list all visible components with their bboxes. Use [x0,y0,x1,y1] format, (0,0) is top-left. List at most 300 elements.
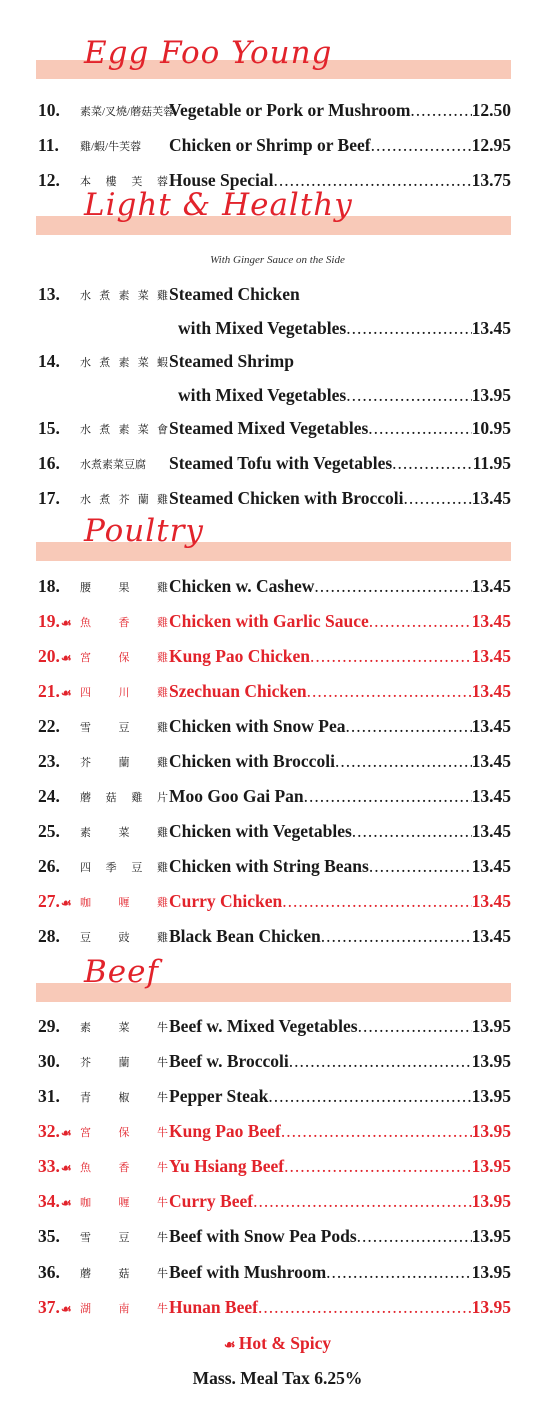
item-price: 13.45 [471,576,511,596]
chinese-char: 香 [118,1162,130,1174]
dot-leader [345,716,471,737]
item-name: Hunan Beef [169,1297,258,1317]
chinese-char: 素 [118,424,130,436]
item-number-text: 29. [38,1016,60,1036]
item-number-text: 12. [38,170,60,190]
item-line [169,1226,511,1247]
chinese-char: 牛 [157,1268,168,1280]
chinese-name [80,684,168,700]
chinese-char: 芥 [80,1057,91,1069]
item-price: 13.45 [471,786,511,806]
item-number-text: 18. [38,576,60,596]
chinese-name [80,1194,168,1210]
item-number [38,576,78,597]
item-number-text: 21. [38,681,60,701]
chinese-char: 豆 [118,1232,130,1244]
chinese-char: 水 [80,357,91,369]
dot-leader [281,1121,472,1142]
chinese-char: 豆 [80,932,91,944]
chinese-char: 芙 [131,176,143,188]
section-heading [36,35,511,82]
item-number [38,716,78,737]
item-price: 13.95 [471,1191,511,1211]
section-title: Poultry [84,513,204,549]
item-line [169,891,511,912]
chinese-char: 片 [156,792,168,804]
menu-item [0,1016,555,1040]
chinese-name [80,1124,168,1140]
item-price: 13.45 [471,821,511,841]
item-number [38,646,78,667]
section-heading [36,513,511,564]
item-price: 13.45 [471,891,511,911]
item-name: Chicken with Vegetables [169,821,352,841]
item-line [178,385,511,406]
menu-item [0,100,555,124]
dot-leader [346,385,471,406]
item-line [169,1051,511,1072]
item-price: 13.95 [471,1051,511,1071]
chinese-char: 雞 [157,617,168,629]
item-price: 13.95 [471,1262,511,1282]
item-number-text: 26. [38,856,60,876]
menu-item [0,1297,555,1321]
chili-pepper-icon: ☙ [60,1126,72,1140]
chinese-name [80,1265,168,1281]
item-number-text: 35. [38,1226,60,1246]
menu-item [0,1156,555,1180]
chinese-char: 宮 [80,652,91,664]
item-number-text: 14. [38,351,60,371]
dot-leader [410,100,471,121]
item-line [169,418,511,439]
section-title: Beef [84,954,159,990]
chinese-char: 牛 [157,1092,168,1104]
item-number [38,284,78,305]
chinese-char: 水 [80,290,91,302]
item-number-text: 36. [38,1262,60,1282]
item-number-text: 23. [38,751,60,771]
menu-item [0,856,555,880]
dot-leader [307,681,472,702]
chinese-char: 四 [80,862,91,874]
item-name: Steamed Tofu with Vegetables [169,453,393,473]
chinese-char: 牛 [157,1127,168,1139]
chinese-char: 素 [80,827,91,839]
chinese-char: 蘑 [80,1268,91,1280]
chinese-char: 豆 [131,862,143,874]
chili-pepper-icon: ☙ [60,686,72,700]
item-line [169,786,511,807]
item-line [169,1297,511,1318]
item-line [169,856,511,877]
menu-item [0,453,555,477]
chinese-char: 菜 [137,357,149,369]
chinese-char: 腰 [80,582,91,594]
menu-item [0,135,555,159]
menu-item [0,351,555,409]
chinese-name [80,1089,168,1105]
item-name: with Mixed Vegetables [178,385,347,405]
section-title: Light & Healthy [84,187,353,223]
item-number-text: 13. [38,284,60,304]
menu-item [0,170,555,194]
chinese-char: 會 [157,424,168,436]
menu-item [0,751,555,775]
chinese-name [80,173,168,189]
chinese-char: 雞 [157,722,168,734]
chinese-char: 芥 [80,757,91,769]
item-number-text: 34. [38,1191,60,1211]
item-number-text: 33. [38,1156,60,1176]
chili-pepper-icon: ☙ [60,651,72,665]
dot-leader [310,646,472,667]
item-number [38,1297,78,1318]
chinese-char: 雞 [157,652,168,664]
item-number [38,1262,78,1283]
chinese-name [80,103,175,119]
dot-leader [352,821,472,842]
item-name: Beef with Snow Pea Pods [169,1226,357,1246]
meal-tax-note: Mass. Meal Tax 6.25% [192,1368,363,1388]
item-name: Kung Pao Beef [169,1121,281,1141]
item-name: Beef w. Broccoli [169,1051,289,1071]
item-number [38,1016,78,1037]
item-number-text: 22. [38,716,60,736]
item-line [169,926,511,947]
chinese-name [80,824,168,840]
item-price: 13.45 [471,856,511,876]
item-number-text: 30. [38,1051,60,1071]
chinese-char: 素菜/叉燒/蘑菇芙蓉 [80,106,175,118]
chinese-char: 雞 [157,582,168,594]
chinese-name [80,929,168,945]
item-price: 12.95 [471,135,511,155]
item-line [169,453,511,474]
menu-item [0,716,555,740]
menu-item [0,1051,555,1075]
chinese-char: 蝦 [157,357,168,369]
dot-leader [282,891,471,912]
item-line [169,1262,511,1283]
item-price: 13.95 [471,1121,511,1141]
chinese-name [80,138,168,154]
dot-leader [314,576,471,597]
chinese-name [80,579,168,595]
item-number [38,926,78,947]
item-number [38,135,78,156]
item-line [169,100,511,121]
item-price: 11.95 [472,453,511,473]
chinese-char: 雞 [157,290,168,302]
item-name: Kung Pao Chicken [169,646,310,666]
item-name: Chicken with Broccoli [169,751,335,771]
chinese-char: 雞/蝦/牛芙蓉 [80,141,142,153]
item-number-text: 24. [38,786,60,806]
dot-leader [403,488,471,509]
item-number-text: 19. [38,611,60,631]
dot-leader [268,1086,471,1107]
chinese-char: 川 [118,687,130,699]
item-line [169,1156,511,1177]
dot-leader [371,135,472,156]
chinese-char: 雞 [157,757,168,769]
item-name: Yu Hsiang Beef [169,1156,285,1176]
dot-leader [258,1297,472,1318]
chinese-char: 煮 [99,494,111,506]
menu-item [0,646,555,670]
item-number-text: 20. [38,646,60,666]
hot-spicy-legend [0,1333,555,1354]
chinese-char: 喱 [118,897,130,909]
item-price: 13.45 [471,611,511,631]
item-price: 13.95 [471,1016,511,1036]
chinese-char: 煮 [99,357,111,369]
item-line [169,170,511,191]
item-number [38,891,78,912]
item-line [169,1121,511,1142]
item-price: 13.45 [471,926,511,946]
chinese-char: 煮 [99,290,111,302]
chinese-name [80,719,168,735]
item-line [169,751,511,772]
item-number [38,611,78,632]
menu-item [0,611,555,635]
section-title: Egg Foo Young [84,35,333,71]
item-name: Chicken w. Cashew [169,576,315,596]
section-note: With Ginger Sauce on the Side [210,254,345,266]
chinese-char: 雞 [157,897,168,909]
chinese-char: 芥 [118,494,130,506]
chinese-char: 雞 [131,792,143,804]
chinese-char: 水 [80,494,91,506]
chili-pepper-icon: ☙ [60,896,72,910]
chinese-char: 喱 [118,1197,130,1209]
chinese-char: 菜 [137,424,149,436]
item-name: Beef w. Mixed Vegetables [169,1016,358,1036]
item-number [38,1156,78,1177]
chinese-name [80,1300,168,1316]
item-name: Beef with Mushroom [169,1262,327,1282]
chinese-char: 湖 [80,1303,91,1315]
chinese-char: 菇 [118,1268,130,1280]
item-number-text: 37. [38,1297,60,1317]
menu-item [0,284,555,342]
chinese-char: 椒 [118,1092,130,1104]
item-name: Szechuan Chicken [169,681,307,701]
item-number [38,856,78,877]
item-number [38,418,78,439]
chinese-char: 蘭 [118,757,130,769]
item-name: Steamed Chicken [169,284,300,304]
chinese-char: 水煮素菜豆腐 [80,459,146,471]
item-number [38,1191,78,1212]
item-name: with Mixed Vegetables [178,318,347,338]
dot-leader [369,856,472,877]
section-heading [36,954,511,1005]
chinese-char: 宮 [80,1127,91,1139]
chinese-char: 果 [118,582,130,594]
item-name: Curry Chicken [169,891,283,911]
chinese-char: 菇 [105,792,117,804]
menu-item [0,1226,555,1250]
chinese-char: 四 [80,687,91,699]
item-price: 13.45 [471,646,511,666]
item-price: 13.95 [471,1086,511,1106]
chili-pepper-icon: ☙ [60,616,72,630]
item-price: 13.75 [471,170,511,190]
chinese-char: 保 [118,1127,130,1139]
chili-pepper-icon: ☙ [223,1337,239,1352]
chinese-name [80,491,168,507]
menu-item [0,1262,555,1286]
chinese-char: 雞 [157,827,168,839]
item-price: 13.95 [471,1156,511,1176]
menu-item [0,1086,555,1110]
item-name: House Special [169,170,274,190]
chili-pepper-icon: ☙ [60,1302,72,1316]
item-number-text: 25. [38,821,60,841]
chinese-name [80,859,168,875]
dot-leader [326,1262,471,1283]
item-line [169,646,511,667]
chinese-char: 水 [80,424,91,436]
chinese-name [80,354,168,370]
menu-item [0,821,555,845]
chinese-char: 牛 [157,1303,168,1315]
chili-pepper-icon: ☙ [60,1161,72,1175]
item-number [38,1051,78,1072]
item-number-text: 10. [38,100,60,120]
item-number-text: 16. [38,453,60,473]
chinese-char: 魚 [80,617,91,629]
chinese-char: 牛 [157,1057,168,1069]
item-number [38,351,78,372]
chinese-name [80,754,168,770]
item-number [38,170,78,191]
dot-leader [369,611,472,632]
item-name: Steamed Chicken with Broccoli [169,488,404,508]
chinese-char: 咖 [80,1197,91,1209]
item-price: 12.50 [471,100,511,120]
dot-leader [304,786,472,807]
menu-item [0,891,555,915]
menu-item [0,576,555,600]
chinese-name [80,614,168,630]
chinese-char: 雞 [157,687,168,699]
item-number [38,1121,78,1142]
chinese-char: 季 [105,862,117,874]
chinese-char: 咖 [80,897,91,909]
item-name: Steamed Mixed Vegetables [169,418,369,438]
item-line [169,488,511,509]
item-name: Pepper Steak [169,1086,269,1106]
chinese-name [80,1054,168,1070]
item-number [38,1086,78,1107]
chinese-char: 蘭 [137,494,149,506]
item-number [38,821,78,842]
item-price: 13.95 [471,385,511,405]
item-price: 13.45 [471,318,511,338]
item-number-text: 17. [38,488,60,508]
chinese-char: 蘑 [80,792,91,804]
item-price: 13.45 [471,716,511,736]
item-number [38,786,78,807]
chinese-char: 豆 [118,722,130,734]
chinese-char: 牛 [157,1162,168,1174]
item-number [38,1226,78,1247]
dot-leader [346,318,471,339]
item-line [169,1086,511,1107]
chinese-char: 豉 [118,932,130,944]
chinese-char: 雪 [80,722,91,734]
chinese-char: 青 [80,1092,91,1104]
chinese-char: 牛 [157,1232,168,1244]
chinese-char: 蓉 [156,176,168,188]
dot-leader [357,1226,472,1247]
item-number-text: 15. [38,418,60,438]
section-heading [36,187,511,238]
item-name: Chicken with Snow Pea [169,716,346,736]
menu-item [0,681,555,705]
chinese-char: 蘭 [118,1057,130,1069]
item-line [169,284,511,305]
item-number-text: 11. [38,135,59,155]
chinese-name [80,1229,168,1245]
chinese-name [80,1019,168,1035]
item-line [169,821,511,842]
item-price: 10.95 [471,418,511,438]
dot-leader [253,1191,472,1212]
menu-item [0,1191,555,1215]
item-name: Chicken or Shrimp or Beef [169,135,371,155]
chinese-char: 菜 [118,827,130,839]
item-price: 13.95 [471,1226,511,1246]
chinese-char: 本 [80,176,91,188]
item-number-text: 31. [38,1086,60,1106]
dot-leader [368,418,471,439]
chinese-char: 保 [118,652,130,664]
chinese-char: 牛 [157,1022,168,1034]
menu-item [0,786,555,810]
chinese-char: 香 [118,617,130,629]
chinese-name [80,421,168,437]
chinese-char: 素 [118,357,130,369]
item-price: 13.95 [471,1297,511,1317]
item-number [38,751,78,772]
item-price: 13.45 [471,751,511,771]
dot-leader [392,453,472,474]
item-name: Black Bean Chicken [169,926,321,946]
chinese-name [80,894,168,910]
item-line [169,135,511,156]
menu-item [0,418,555,442]
item-name: Steamed Shrimp [169,351,294,371]
item-name: Vegetable or Pork or Mushroom [169,100,411,120]
item-number-text: 28. [38,926,60,946]
menu-item [0,926,555,950]
chinese-char: 樓 [105,176,117,188]
dot-leader [289,1051,472,1072]
item-price: 13.45 [471,488,511,508]
chinese-char: 雞 [156,862,168,874]
item-name: Curry Beef [169,1191,254,1211]
item-number [38,488,78,509]
legend-label: Hot & Spicy [238,1333,332,1353]
menu-item [0,488,555,512]
item-line [169,681,511,702]
dot-leader [321,926,472,947]
